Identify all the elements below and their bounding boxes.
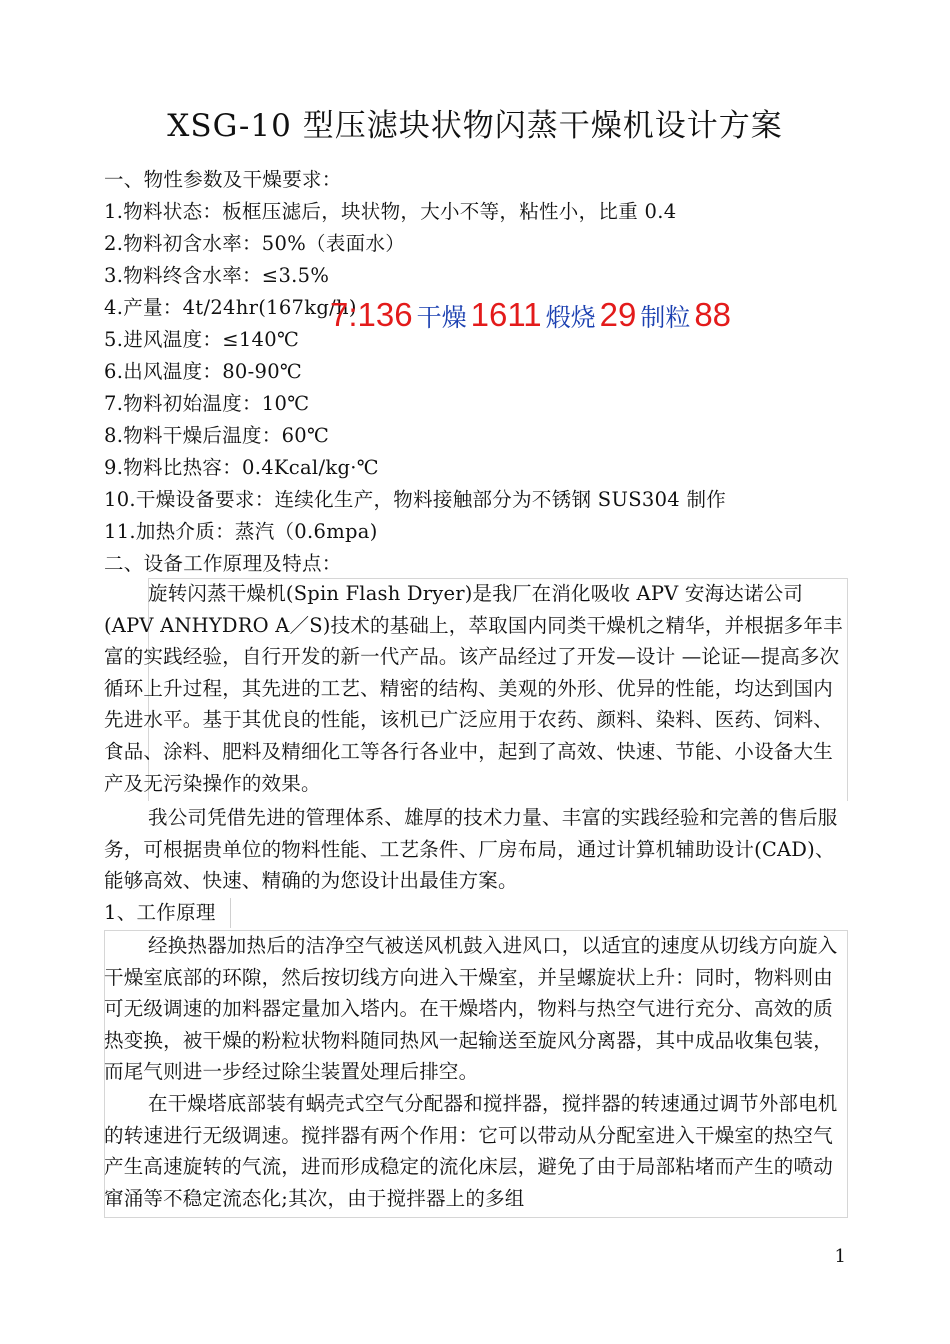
param-item: 9.物料比热容：0.4Kcal/kg·℃: [104, 456, 379, 479]
overlay-label: 制粒: [640, 303, 691, 332]
paragraph-company: 我公司凭借先进的管理体系、雄厚的技术力量、丰富的实践经验和完善的售后服务，可根据贵单位的物料性能、工艺条件、厂房布局，通过计算机辅助设计(CAD)、能够高效、快速、精确的为您设计出最佳方案。: [104, 806, 838, 893]
paragraph-agitator: 在干燥塔底部装有蜗壳式空气分配器和搅拌器，搅拌器的转速通过调节外部电机的转速进行无级调速。搅拌器有两个作用：它可以带动从分配室进入干燥室的热空气产生高速旋转的气流，进而形成稳定的流化床层，避免了由于局部粘堵而产生的喷动窜涌等不稳定流态化;其次，由于搅拌器上的多组: [104, 1092, 838, 1210]
param-item: 5.进风温度：≤140℃: [104, 328, 300, 351]
stats-overlay: [330, 296, 731, 348]
overlay-label: 干燥: [416, 303, 467, 332]
param-item: 2.物料初含水率：50%（表面水）: [104, 232, 406, 255]
param-item: 11.加热介质：蒸汽（0.6mpa): [104, 520, 378, 543]
param-item: 8.物料干燥后温度：60℃: [104, 424, 330, 447]
paragraph-principle: 经换热器加热后的洁净空气被送风机鼓入进风口，以适宜的速度从切线方向旋入干燥室底部的环隙，然后按切线方向进入干燥室，并呈螺旋状上升：同时，物料则由可无级调速的加料器定量加入塔内。在干燥塔内，物料与热空气进行充分、高效的质热变换，被干燥的粉粒状物料随同热风一起输送至旋风分离器，其中成品收集包装，而尾气则进一步经过除尘装置处理后排空。: [104, 934, 838, 1084]
section-heading-properties: 一、物性参数及干燥要求：: [104, 168, 342, 191]
page-number: 1: [834, 1246, 846, 1267]
document-title: XSG-10 型压滤块状物闪蒸干燥机设计方案: [167, 108, 783, 144]
param-item: 4.产量：4t/24hr(167kg/h): [104, 296, 357, 319]
overlay-number: 88: [694, 296, 732, 333]
param-item: 1.物料状态：板框压滤后，块状物，大小不等，粘性小，比重 0.4: [104, 200, 677, 223]
param-item: 7.物料初始温度：10℃: [104, 392, 310, 415]
paragraph-intro: 旋转闪蒸干燥机(Spin Flash Dryer)是我厂在消化吸收 APV 安海达诺公司(APV ANHYDRO A／S)技术的基础上，萃取国内同类干燥机之精华，并根据多年丰富的实践经验，自行开发的新一代产品。该产品经过了开发—设计 —论证—提高多次循环上升过程，其先进的工艺、精密的结构、美观的外形、优异的性能，均达到国内先进水平。基于其优良的性能，该机已广泛应用于农药、颜料、染料、医药、饲料、食品、涂料、肥料及精细化工等各行各业中，起到了高效、快速、节能、小设备大生产及无污染操作的效果。: [104, 582, 843, 795]
overlay-label: 煅烧: [545, 303, 596, 332]
param-item: 3.物料终含水率：≤3.5%: [104, 264, 330, 287]
param-item: 6.出风温度：80-90℃: [104, 360, 303, 383]
param-item: 10.干燥设备要求：连续化生产，物料接触部分为不锈钢 SUS304 制作: [104, 488, 727, 511]
subsection-heading: 1、工作原理: [104, 901, 216, 924]
overlay-number: 29: [599, 296, 637, 333]
overlay-number: 1611: [470, 296, 542, 333]
section-heading-principle: 二、设备工作原理及特点：: [104, 552, 342, 575]
overlay-number: 7:136: [330, 296, 413, 333]
